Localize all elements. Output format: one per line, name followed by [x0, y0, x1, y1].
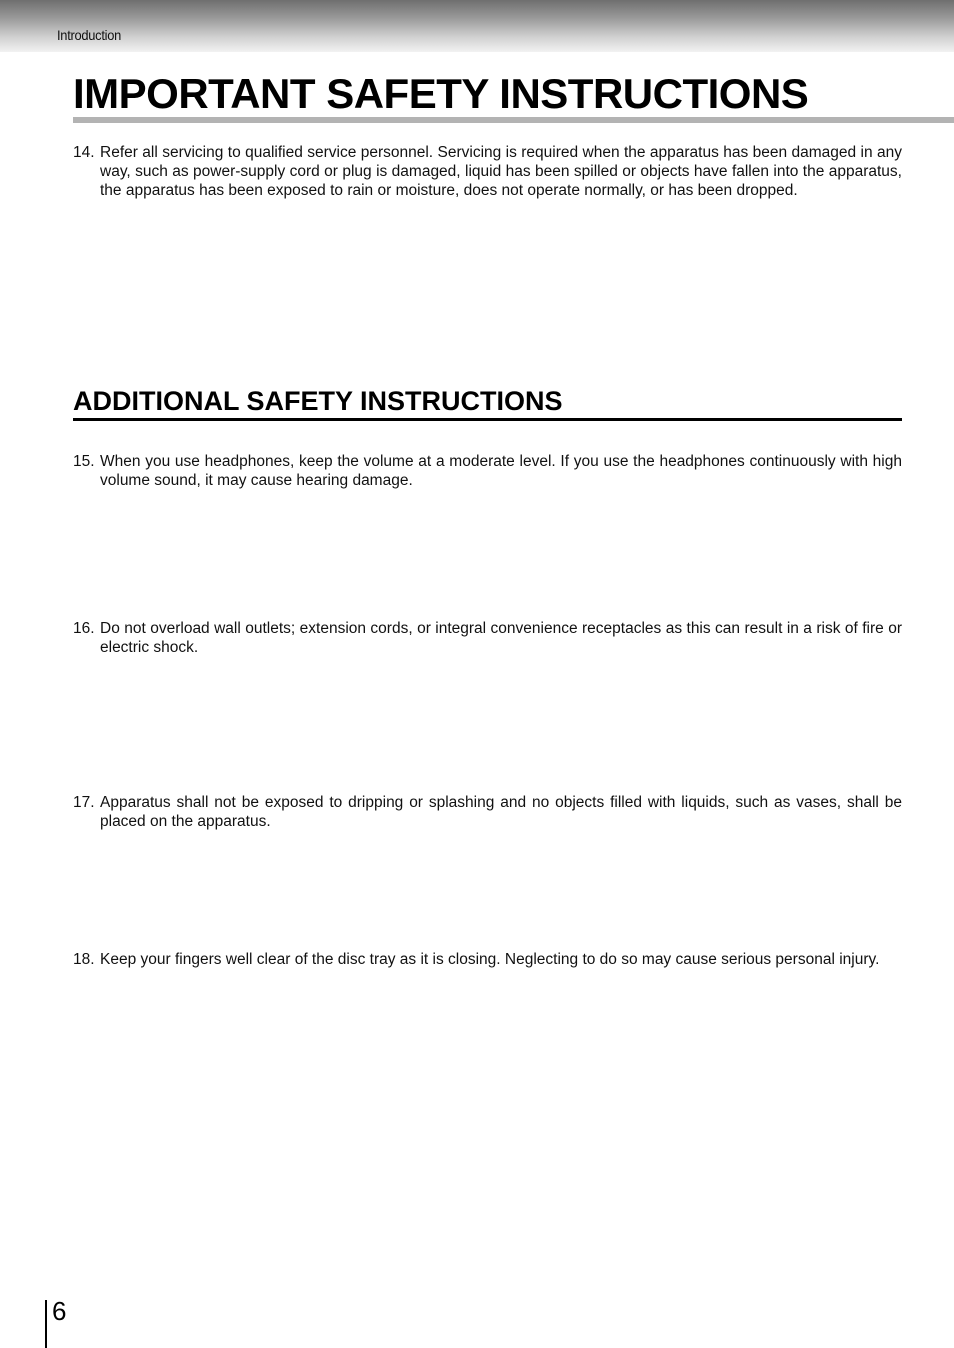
item-number: 15.: [73, 453, 95, 470]
item-text: Refer all servicing to qualified service personnel. Servicing is required when the apparatus has been damaged in any way, such as power-supply cord or plug is damaged, liquid has been spilled or objects have fallen into the apparatus, the apparatus has been exposed to rain or moisture, does not operate normally, or has been dropped.: [100, 144, 902, 199]
item-text: Keep your fingers well clear of the disc tray as it is closing. Neglecting to do so may cause serious personal injury.: [100, 951, 880, 968]
section-heading: ADDITIONAL SAFETY INSTRUCTIONS: [73, 386, 563, 416]
section-label: Introduction: [57, 27, 121, 43]
instruction-item-14: [73, 143, 902, 200]
instruction-item-18: [73, 950, 902, 969]
instruction-item-16: [73, 619, 902, 657]
section-rule: [73, 418, 902, 421]
item-text: Do not overload wall outlets; extension cords, or integral convenience receptacles as this can result in a risk of fire or electric shock.: [100, 620, 902, 656]
item-number: 18.: [73, 951, 95, 968]
header-band: [0, 0, 954, 52]
item-number: 16.: [73, 620, 95, 637]
instruction-item-15: [73, 452, 902, 490]
title-rule: [73, 117, 954, 123]
page-number-rule: [45, 1300, 47, 1348]
item-number: 17.: [73, 794, 95, 811]
page-number: 6: [52, 1296, 67, 1326]
page-title: IMPORTANT SAFETY INSTRUCTIONS: [73, 70, 809, 117]
item-text: When you use headphones, keep the volume at a moderate level. If you use the headphones continuously with high volume sound, it may cause hearing damage.: [100, 453, 902, 489]
instruction-item-17: [73, 793, 902, 831]
item-text: Apparatus shall not be exposed to dripping or splashing and no objects filled with liquids, such as vases, shall be placed on the apparatus.: [100, 794, 902, 830]
item-number: 14.: [73, 144, 95, 161]
